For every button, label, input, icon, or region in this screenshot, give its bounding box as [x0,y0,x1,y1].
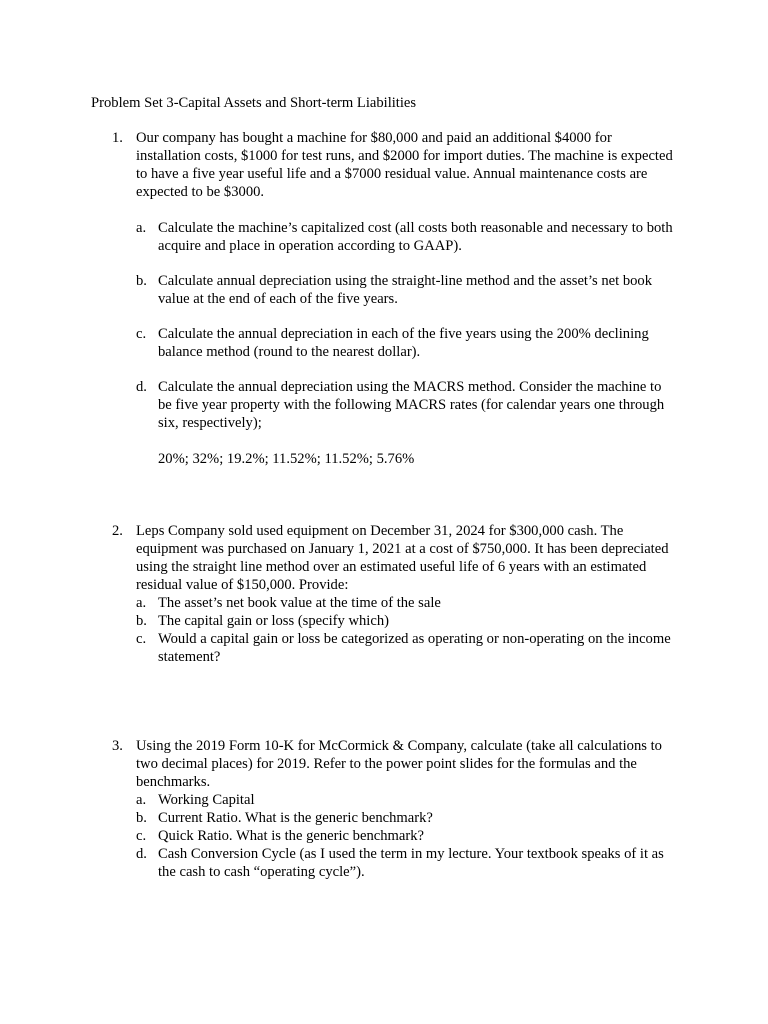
item-text: Calculate the machine’s capitalized cost (all costs both reasonable and necessary to both acquire and place in operation according to GAAP). [158,220,673,254]
list-item [136,809,678,827]
question-text: Our company has bought a machine for $80,000 and paid an additional $4000 for installation costs, $1000 for test runs, and $2000 for import duties. The machine is expected to have a five year useful life and a $7000 residual value. Annual maintenance costs are expected to be $3000. [136,130,673,200]
item-text: Calculate the annual depreciation in each of the five years using the 200% declining balance method (round to the nearest dollar). [158,326,649,360]
question-3-items [136,791,678,881]
item-letter: c. [136,631,147,647]
question-1-items [136,219,677,432]
list-item [136,272,677,308]
item-text: Would a capital gain or loss be categorized as operating or non-operating on the income statement? [158,631,671,665]
item-text: Cash Conversion Cycle (as I used the term in my lecture. Your textbook speaks of it as the cash to cash “operating cycle”). [158,846,664,880]
item-letter: a. [136,792,147,808]
item-text: Quick Ratio. What is the generic benchmark? [158,828,424,844]
list-item [136,845,678,881]
item-text: Calculate annual depreciation using the straight-line method and the asset’s net book value at the end of each of the five years. [158,273,653,307]
item-letter: d. [136,379,147,395]
list-item [136,827,678,845]
item-letter: b. [136,613,147,629]
list-item [136,612,678,630]
question-number: 2. [112,523,123,539]
question-number: 3. [112,738,123,754]
list-item [136,791,678,809]
item-letter: d. [136,846,147,862]
item-text: Current Ratio. What is the generic benchmark? [158,810,433,826]
item-letter: a. [136,220,147,236]
list-item [136,219,677,255]
item-text: Working Capital [158,792,255,808]
item-letter: c. [136,326,147,342]
item-text: The asset’s net book value at the time of the sale [158,595,441,611]
item-text: Calculate the annual depreciation using the MACRS method. Consider the machine to be five year property with the following MACRS rates (for calendar years one through six, respectively); [158,379,665,431]
item-letter: b. [136,273,147,289]
question-text: Leps Company sold used equipment on December 31, 2024 for $300,000 cash. The equipment was purchased on January 1, 2021 at a cost of $750,000. It has been depreciated using the straight line method over an estimated useful life of 6 years with an estimated residual value of $150,000. Provide: [136,523,669,593]
question-number: 1. [112,130,123,146]
question-3 [112,737,678,881]
list-item [136,325,677,361]
question-1 [112,129,677,468]
document-title: Problem Set 3-Capital Assets and Short-term Liabilities [91,95,417,111]
question-text: Using the 2019 Form 10-K for McCormick & Company, calculate (take all calculations to two decimal places) for 2019. Refer to the power point slides for the formulas and the benchmarks. [136,738,662,790]
question-2 [112,522,678,666]
list-item [136,630,678,666]
item-letter: b. [136,810,147,826]
question-2-items [136,594,678,666]
item-letter: a. [136,595,147,611]
list-item [136,378,677,432]
macrs-rates: 20%; 32%; 19.2%; 11.52%; 11.52%; 5.76% [158,451,415,467]
list-item [136,594,678,612]
item-text: The capital gain or loss (specify which) [158,613,389,629]
item-letter: c. [136,828,147,844]
